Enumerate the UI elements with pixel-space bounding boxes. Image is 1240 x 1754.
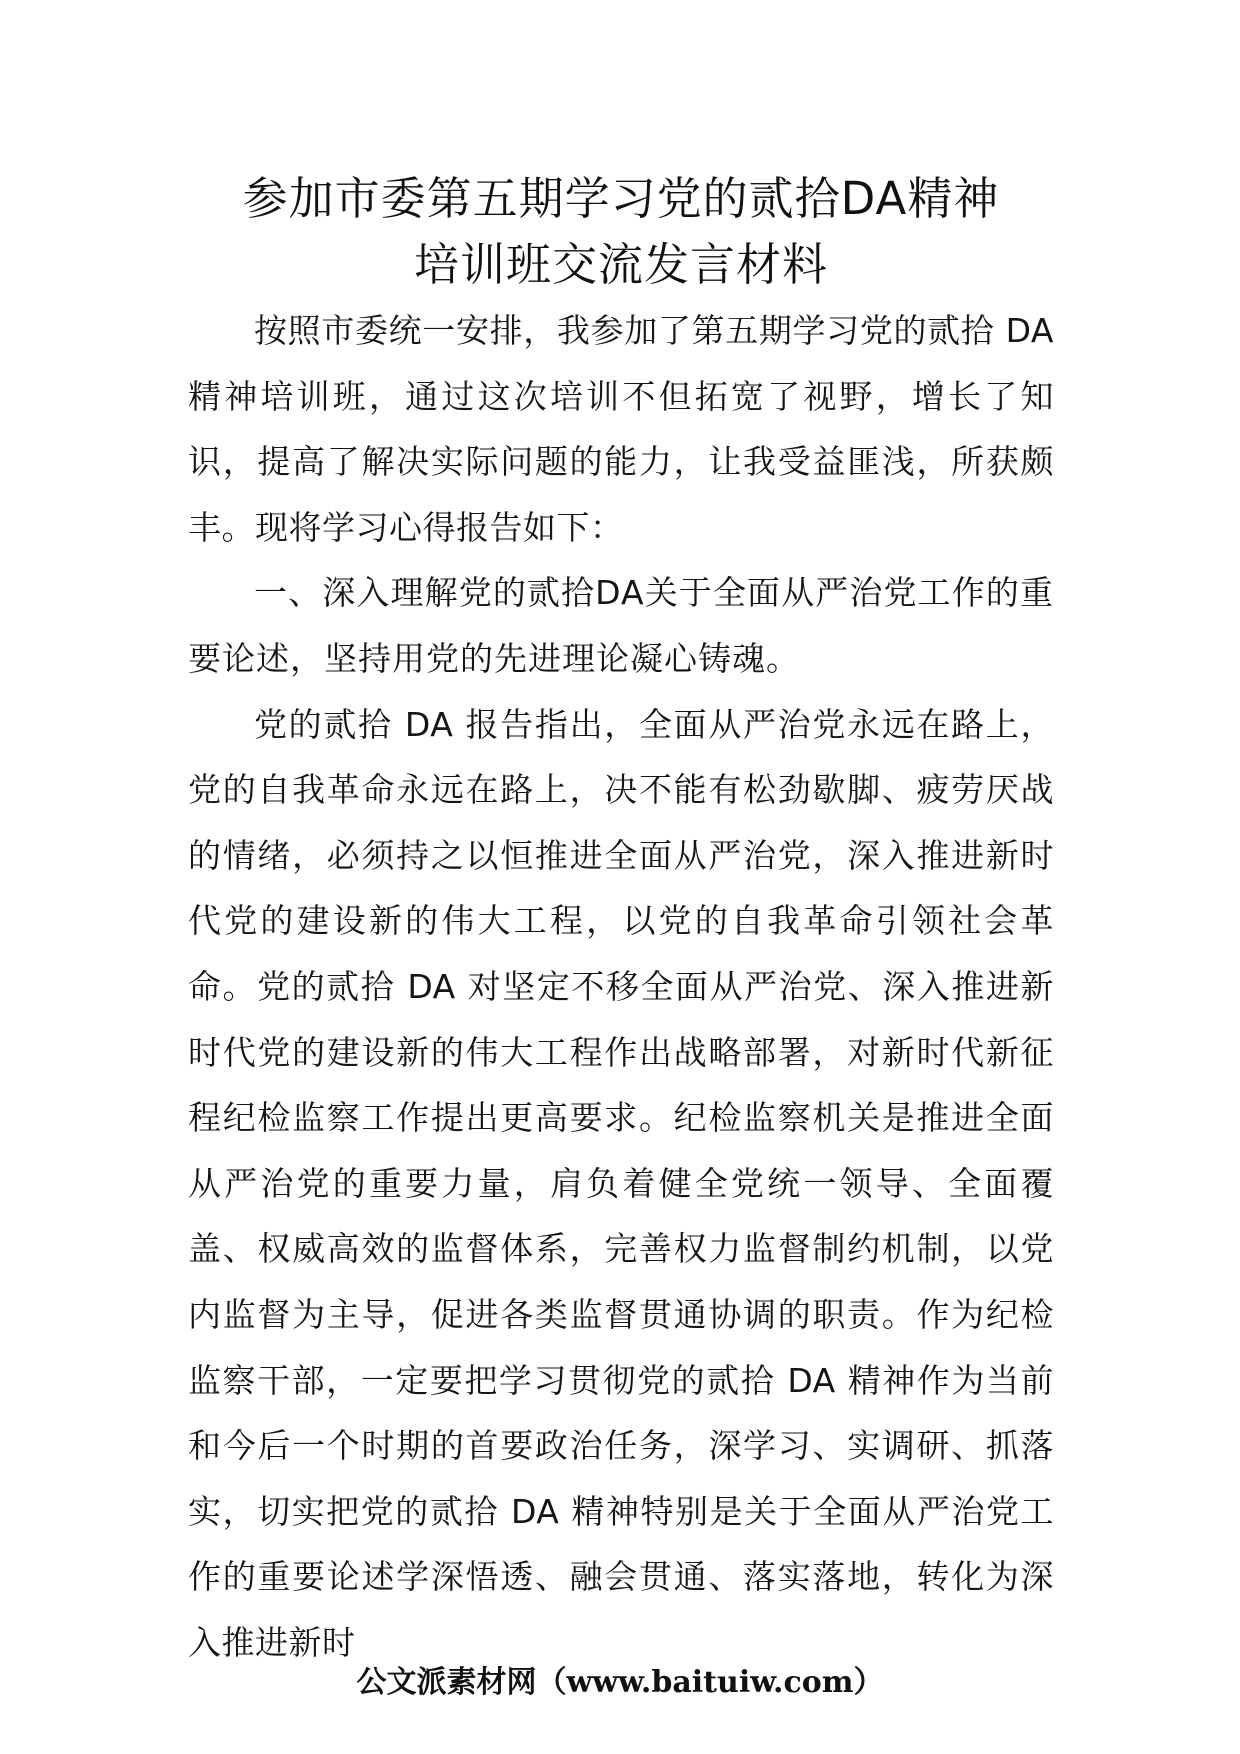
body-paragraph-section-1: 党的贰拾 DA 报告指出，全面从严治党永远在路上，党的自我革命永远在路上，决不能有松劲歇脚、疲劳厌战的情绪，必须持之以恒推进全面从严治党，深入推进新时代党的建设新的伟大工程，以党的自我革命引领社会革命。党的贰拾 DA 对坚定不移全面从严治党、深入推进新时代党的建设新的伟大工程作出战略部署，对新时代新征程纪检监察工作提出更高要求。纪检监察机关是推进全面从严治党的重要力量，肩负着健全党统一领导、全面覆盖、权威高效的监督体系，完善权力监督制约机制，以党内监督为主导，促进各类监督贯通协调的职责。作为纪检监察干部，一定要把学习贯彻党的贰拾 DA 精神作为当前和今后一个时期的首要政治任务，深学习、实调研、抓落实，切实把党的贰拾 DA 精神特别是关于全面从严治党工作的重要论述学深悟透、融会贯通、落实落地，转化为深入推进新时 <box>188 704 1054 1662</box>
document-body <box>188 298 1054 1675</box>
document-title-line-1: 参加市委第五期学习党的贰拾DA精神 <box>242 172 1000 225</box>
document-title-line-2: 培训班交流发言材料 <box>413 238 828 291</box>
section-heading-1: 一、深入理解党的贰拾DA关于全面从严治党工作的重要论述，坚持用党的先进理论凝心铸魂。 <box>188 573 1054 678</box>
body-paragraph-intro: 按照市委统一安排，我参加了第五期学习党的贰拾 DA 精神培训班，通过这次培训不但拓宽了视野，增长了知识，提高了解决实际问题的能力，让我受益匪浅，所获颇丰。现将学习心得报告如下： <box>188 311 1054 547</box>
page-footer-watermark: 公文派素材网（www.baituiw.com） <box>356 1665 884 1700</box>
